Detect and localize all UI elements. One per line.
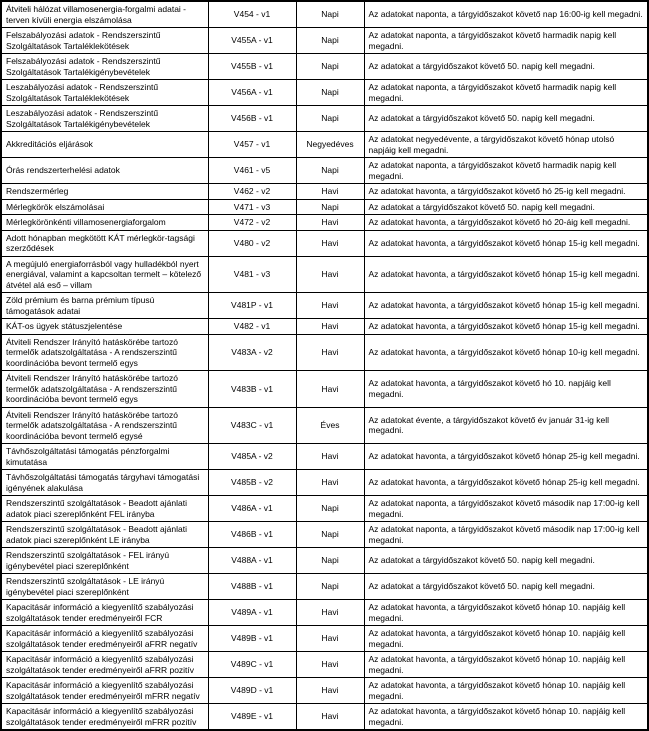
report-code-cell: V483B - v1 [208, 371, 296, 408]
report-code-cell: V489C - v1 [208, 652, 296, 678]
table-row [1, 522, 648, 548]
report-code-cell: V462 - v2 [208, 184, 296, 200]
table-row [1, 652, 648, 678]
table-row [1, 704, 648, 731]
table-row [1, 626, 648, 652]
report-deadline-cell: Az adatokat naponta, a tárgyidőszakot követő második nap 17:00-ig kell megadni. [364, 496, 648, 522]
report-deadline-cell: Az adatokat havonta, a tárgyidőszakot követő hónap 10. napjáig kell megadni. [364, 704, 648, 731]
report-frequency-cell: Havi [296, 600, 364, 626]
report-code-cell: V488B - v1 [208, 574, 296, 600]
table-row [1, 256, 648, 293]
report-deadline-cell: Az adatokat naponta, a tárgyidőszakot követő harmadik napig kell megadni. [364, 28, 648, 54]
report-code-cell: V485B - v2 [208, 470, 296, 496]
report-description-cell: Átviteli hálózat villamosenergia-forgalmi adatai - terven kívüli energia elszámolása [1, 1, 208, 28]
report-deadline-cell: Az adatokat a tárgyidőszakot követő 50. napig kell megadni. [364, 199, 648, 215]
report-code-cell: V485A - v2 [208, 444, 296, 470]
report-frequency-cell: Éves [296, 407, 364, 444]
report-code-cell: V486A - v1 [208, 496, 296, 522]
table-row [1, 496, 648, 522]
report-description-cell: Akkreditációs eljárások [1, 132, 208, 158]
report-code-cell: V481P - v1 [208, 293, 296, 319]
report-frequency-cell: Napi [296, 28, 364, 54]
report-frequency-cell: Napi [296, 496, 364, 522]
report-description-cell: Kapacitásár információ a kiegyenlítő szabályozási szolgáltatások tender eredményeiről mFRR pozitív [1, 704, 208, 731]
report-frequency-cell: Havi [296, 256, 364, 293]
report-frequency-cell: Napi [296, 1, 364, 28]
report-frequency-cell: Havi [296, 704, 364, 731]
report-description-cell: Átviteli Rendszer Irányító hatáskörébe tartozó termelők adatszolgáltatása - A rendszerszintű koordinációba bevont termelő egysé [1, 407, 208, 444]
report-code-cell: V456A - v1 [208, 80, 296, 106]
report-deadline-cell: Az adatokat havonta, a tárgyidőszakot követő hónap 15-ig kell megadni. [364, 230, 648, 256]
report-description-cell: Rendszerszintű szolgáltatások - Beadott ajánlati adatok piaci szereplőnként LE irányba [1, 522, 208, 548]
report-description-cell: Felszabályozási adatok - Rendszerszintű Szolgáltatások Tartaléklekötések [1, 28, 208, 54]
table-row [1, 371, 648, 408]
report-deadline-cell: Az adatokat a tárgyidőszakot követő 50. napig kell megadni. [364, 106, 648, 132]
report-code-cell: V481 - v3 [208, 256, 296, 293]
report-code-cell: V461 - v5 [208, 158, 296, 184]
report-code-cell: V472 - v2 [208, 215, 296, 231]
report-code-cell: V488A - v1 [208, 548, 296, 574]
report-code-cell: V482 - v1 [208, 319, 296, 335]
report-deadline-cell: Az adatokat havonta, a tárgyidőszakot követő hónap 25-ig kell megadni. [364, 470, 648, 496]
report-code-cell: V454 - v1 [208, 1, 296, 28]
report-code-cell: V457 - v1 [208, 132, 296, 158]
report-code-cell: V455A - v1 [208, 28, 296, 54]
report-deadline-cell: Az adatokat havonta, a tárgyidőszakot követő hónap 15-ig kell megadni. [364, 293, 648, 319]
report-code-cell: V471 - v3 [208, 199, 296, 215]
report-description-cell: A megújuló energiaforrásból vagy hulladékból nyert energiával, valamint a kapcsoltan termelt – kötelező átvétel alá eső – villam [1, 256, 208, 293]
report-frequency-cell: Havi [296, 215, 364, 231]
table-row [1, 199, 648, 215]
report-deadline-cell: Az adatokat negyedévente, a tárgyidőszakot követő hónap utolsó napjáig kell megadni. [364, 132, 648, 158]
report-description-cell: Rendszerszintű szolgáltatások - FEL irányú igénybevétel piaci szereplőnként [1, 548, 208, 574]
report-frequency-cell: Napi [296, 574, 364, 600]
report-deadline-cell: Az adatokat a tárgyidőszakot követő 50. napig kell megadni. [364, 574, 648, 600]
table-row [1, 1, 648, 28]
report-description-cell: Leszabályozási adatok - Rendszerszintű Szolgáltatások Tartaléklekötések [1, 80, 208, 106]
report-description-cell: Felszabályozási adatok - Rendszerszintű Szolgáltatások Tartalékigénybevételek [1, 54, 208, 80]
report-frequency-cell: Havi [296, 626, 364, 652]
table-row [1, 470, 648, 496]
table-row [1, 319, 648, 335]
report-deadline-cell: Az adatokat havonta, a tárgyidőszakot követő hónap 10. napjáig kell megadni. [364, 678, 648, 704]
report-description-cell: Rendszerszintű szolgáltatások - Beadott ajánlati adatok piaci szereplőnként FEL irányba [1, 496, 208, 522]
table-row [1, 600, 648, 626]
report-description-cell: Mérlegkörönkénti villamosenergiaforgalom [1, 215, 208, 231]
report-description-cell: Rendszermérleg [1, 184, 208, 200]
report-deadline-cell: Az adatokat a tárgyidőszakot követő 50. napig kell megadni. [364, 548, 648, 574]
report-description-cell: Átviteli Rendszer Irányító hatáskörébe tartozó termelők adatszolgáltatása - A rendszerszintű koordinációba bevont termelő egys [1, 371, 208, 408]
report-deadline-cell: Az adatokat havonta, a tárgyidőszakot követő hónap 10. napjáig kell megadni. [364, 626, 648, 652]
report-frequency-cell: Havi [296, 230, 364, 256]
table-row [1, 106, 648, 132]
report-description-cell: Rendszerszintű szolgáltatások - LE irányú igénybevétel piaci szereplőnként [1, 574, 208, 600]
report-frequency-cell: Napi [296, 548, 364, 574]
report-deadline-cell: Az adatokat havonta, a tárgyidőszakot követő hónap 15-ig kell megadni. [364, 319, 648, 335]
report-frequency-cell: Havi [296, 652, 364, 678]
report-code-cell: V489B - v1 [208, 626, 296, 652]
report-deadline-cell: Az adatokat havonta, a tárgyidőszakot követő hó 10. napjáig kell megadni. [364, 371, 648, 408]
report-description-cell: Adott hónapban megkötött KÁT mérlegkör-tagsági szerződések [1, 230, 208, 256]
report-frequency-cell: Napi [296, 158, 364, 184]
report-description-cell: Leszabályozási adatok - Rendszerszintű Szolgáltatások Tartalékigénybevételek [1, 106, 208, 132]
report-deadline-cell: Az adatokat naponta, a tárgyidőszakot követő második nap 17:00-ig kell megadni. [364, 522, 648, 548]
report-description-cell: Kapacitásár információ a kiegyenlítő szabályozási szolgáltatások tender eredményeiről FCR [1, 600, 208, 626]
report-deadline-cell: Az adatokat naponta, a tárgyidőszakot követő harmadik napig kell megadni. [364, 158, 648, 184]
report-frequency-cell: Havi [296, 371, 364, 408]
report-description-cell: Átviteli Rendszer Irányító hatáskörébe tartozó termelők adatszolgáltatása - A rendszerszintű koordinációba bevont termelő egys [1, 334, 208, 371]
table-row [1, 80, 648, 106]
report-frequency-cell: Napi [296, 80, 364, 106]
table-row [1, 230, 648, 256]
report-description-cell: Távhőszolgáltatási támogatás pénzforgalmi kimutatása [1, 444, 208, 470]
report-deadline-cell: Az adatokat havonta, a tárgyidőszakot követő hónap 25-ig kell megadni. [364, 444, 648, 470]
table-row [1, 334, 648, 371]
report-deadline-cell: Az adatokat havonta, a tárgyidőszakot követő hónap 10. napjáig kell megadni. [364, 600, 648, 626]
table-row [1, 215, 648, 231]
table-row [1, 574, 648, 600]
report-deadline-cell: Az adatokat havonta, a tárgyidőszakot követő hónap 10. napjáig kell megadni. [364, 652, 648, 678]
report-deadline-cell: Az adatokat havonta, a tárgyidőszakot követő hónap 10-ig kell megadni. [364, 334, 648, 371]
report-deadline-cell: Az adatokat naponta, a tárgyidőszakot követő harmadik napig kell megadni. [364, 80, 648, 106]
report-frequency-cell: Havi [296, 184, 364, 200]
report-code-cell: V455B - v1 [208, 54, 296, 80]
report-frequency-cell: Napi [296, 106, 364, 132]
table-row [1, 407, 648, 444]
report-code-cell: V456B - v1 [208, 106, 296, 132]
table-row [1, 548, 648, 574]
report-code-cell: V489E - v1 [208, 704, 296, 731]
report-frequency-cell: Napi [296, 199, 364, 215]
report-deadline-cell: Az adatokat a tárgyidőszakot követő 50. napig kell megadni. [364, 54, 648, 80]
report-frequency-cell: Havi [296, 444, 364, 470]
report-code-cell: V489A - v1 [208, 600, 296, 626]
report-code-cell: V483A - v2 [208, 334, 296, 371]
table-row [1, 678, 648, 704]
report-frequency-cell: Havi [296, 678, 364, 704]
table-row [1, 158, 648, 184]
report-description-cell: KÁT-os ügyek státuszjelentése [1, 319, 208, 335]
table-row [1, 184, 648, 200]
report-description-cell: Kapacitásár információ a kiegyenlítő szabályozási szolgáltatások tender eredményeiről mFRR negatív [1, 678, 208, 704]
report-code-cell: V489D - v1 [208, 678, 296, 704]
report-code-cell: V480 - v2 [208, 230, 296, 256]
table-body [1, 1, 648, 730]
report-description-cell: Távhőszolgáltatási támogatás tárgyhavi támogatási igényének alakulása [1, 470, 208, 496]
table-row [1, 28, 648, 54]
report-description-cell: Kapacitásár információ a kiegyenlítő szabályozási szolgáltatások tender eredményeiről aFRR negatív [1, 626, 208, 652]
report-frequency-cell: Havi [296, 334, 364, 371]
table-row [1, 444, 648, 470]
report-deadline-cell: Az adatokat havonta, a tárgyidőszakot követő hó 20-áig kell megadni. [364, 215, 648, 231]
report-code-cell: V483C - v1 [208, 407, 296, 444]
report-frequency-cell: Havi [296, 319, 364, 335]
table-row [1, 293, 648, 319]
report-description-cell: Mérlegkörök elszámolásai [1, 199, 208, 215]
report-description-cell: Órás rendszerterhelési adatok [1, 158, 208, 184]
report-deadline-cell: Az adatokat havonta, a tárgyidőszakot követő hónap 15-ig kell megadni. [364, 256, 648, 293]
report-description-cell: Zöld prémium és barna prémium típusú támogatások adatai [1, 293, 208, 319]
report-frequency-cell: Negyedéves [296, 132, 364, 158]
table-row [1, 132, 648, 158]
table-row [1, 54, 648, 80]
report-frequency-cell: Havi [296, 293, 364, 319]
report-frequency-cell: Havi [296, 470, 364, 496]
report-description-cell: Kapacitásár információ a kiegyenlítő szabályozási szolgáltatások tender eredményeiről aFRR pozitív [1, 652, 208, 678]
report-frequency-cell: Napi [296, 522, 364, 548]
report-frequency-cell: Napi [296, 54, 364, 80]
report-code-cell: V486B - v1 [208, 522, 296, 548]
report-deadline-cell: Az adatokat havonta, a tárgyidőszakot követő hó 25-ig kell megadni. [364, 184, 648, 200]
report-deadline-cell: Az adatokat évente, a tárgyidőszakot követő év január 31-ig kell megadni. [364, 407, 648, 444]
report-deadline-cell: Az adatokat naponta, a tárgyidőszakot követő nap 16:00-ig kell megadni. [364, 1, 648, 28]
